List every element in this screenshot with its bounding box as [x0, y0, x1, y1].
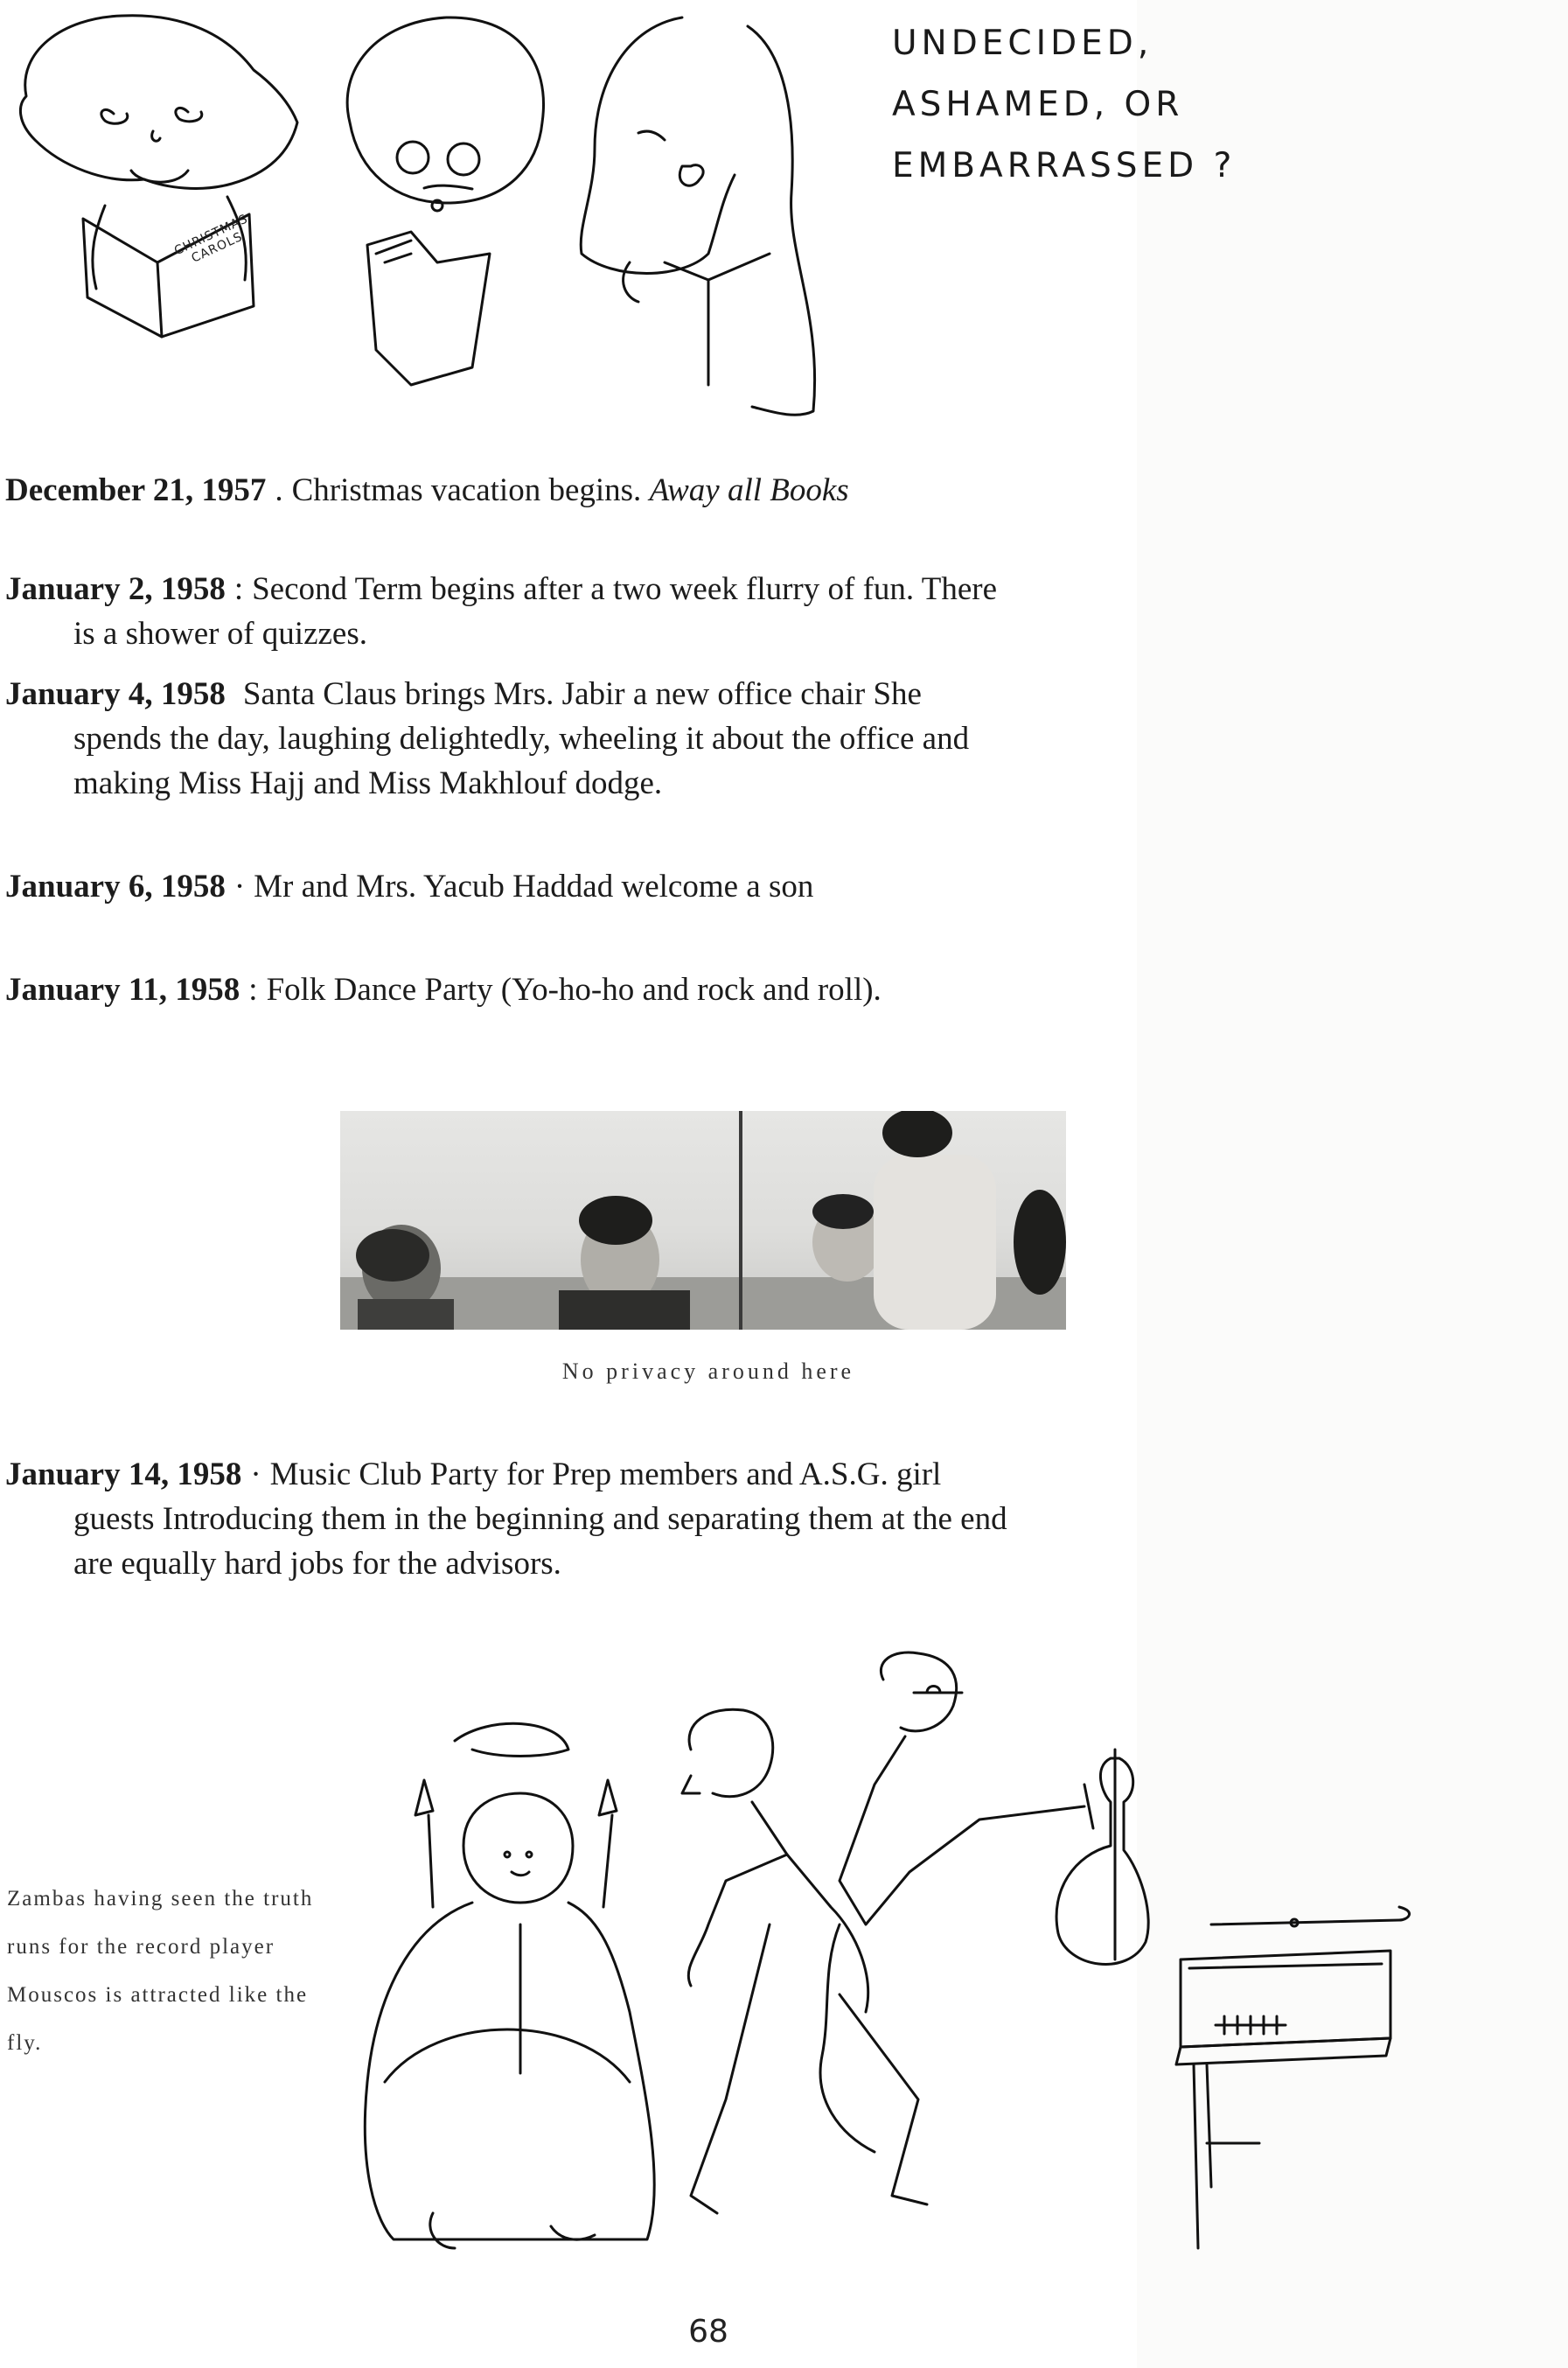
- entry-text: Santa Claus brings Mrs. Jabir a new office chair She spends the day, laughing delightedly, wheeling it about the office and making Miss Hajj and Miss Makhlouf dodge.: [73, 676, 970, 801]
- caroler-woman-drawing: [581, 17, 814, 415]
- entry-date: December 21, 1957: [5, 472, 267, 508]
- calendar-entry: [5, 967, 1009, 1012]
- entry-text: Second Term begins after a two week flurry of fun. There is a shower of quizzes.: [73, 571, 997, 652]
- calendar-entry: [5, 567, 1009, 656]
- entry-date: January 4, 1958: [5, 676, 226, 712]
- calendar-entry: [5, 672, 1009, 806]
- entry-separator: :: [233, 571, 244, 607]
- entry-text: Mr and Mrs. Yacub Haddad welcome a son: [254, 869, 814, 905]
- entry-separator: ·: [250, 1456, 261, 1492]
- entry-text: Music Club Party for Prep members and A.S.G. girl guests Introducing them in the beginning and separating them at the end are equally hard jobs for the advisors.: [73, 1456, 1007, 1582]
- photo-divider: [739, 1111, 742, 1330]
- calendar-entry: [5, 468, 1009, 513]
- entry-separator: .: [275, 472, 283, 508]
- entry-date: January 6, 1958: [5, 869, 226, 905]
- page-number: 68: [688, 2314, 728, 2350]
- entry-text: Christmas vacation begins.: [291, 472, 642, 508]
- entry-date: January 2, 1958: [5, 571, 226, 607]
- entry-italic-text: Away all Books: [649, 472, 849, 508]
- calendar-entry: [5, 1452, 1009, 1586]
- carol-book-label: CHRISTMAS CAROLS: [171, 212, 251, 266]
- heading-line-3: EMBARRASSED ?: [892, 146, 1237, 185]
- caroler-boy-drawing: [347, 17, 543, 385]
- cartoon-side-caption: Zambas having seen the truth runs for the record player Mouscos is attracted like the fly.: [7, 1887, 314, 2055]
- heading-question: [892, 13, 1236, 197]
- entry-separator: ·: [233, 869, 246, 905]
- calendar-entry: [5, 864, 1009, 909]
- heading-line-2: ASHAMED, OR: [892, 85, 1184, 124]
- entry-date: January 11, 1958: [5, 972, 240, 1008]
- caroler-girl-drawing: [20, 16, 297, 337]
- dancing-men-drawing: [682, 1652, 1148, 2213]
- party-photo: [340, 1111, 1066, 1330]
- page-edge-shadow: [1137, 0, 1568, 2368]
- seated-woman-drawing: [365, 1723, 654, 2248]
- entry-text: Folk Dance Party (Yo-ho-ho and rock and roll).: [266, 972, 882, 1008]
- carolers-cartoon: [0, 0, 875, 420]
- photo-caption: No privacy around here: [561, 1359, 855, 1384]
- heading-line-1: UNDECIDED,: [892, 24, 1153, 63]
- entry-date: January 14, 1958: [5, 1456, 242, 1492]
- entry-separator: :: [248, 972, 258, 1008]
- party-photo-image: [340, 1111, 1066, 1330]
